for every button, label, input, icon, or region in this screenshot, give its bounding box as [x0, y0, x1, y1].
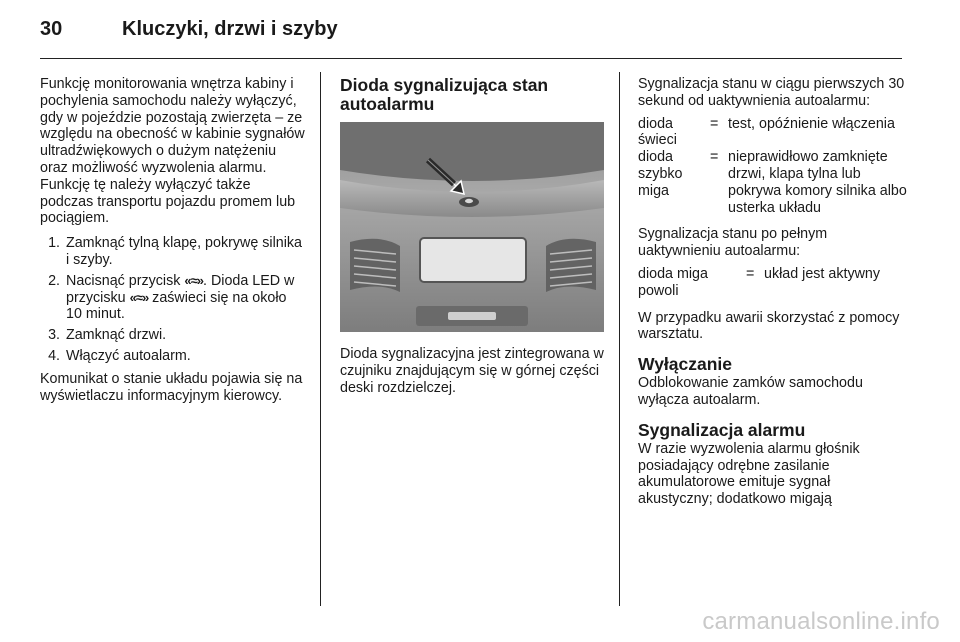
column-divider-2 [619, 72, 620, 606]
intro-paragraph: Funkcję monitorowania wnętrza kabiny i pochylenia samochodu należy wyłączyć, gdy w pojeździe pozostają zwierzęta – ze względu na obecność w kabinie sygnałów ultradźwiękowych o dużym natężeniu oraz możliwość wyzwolenia alarmu. Funkcję tę należy wyłączyć także podczas transportu pojazdu promem lub pociągiem. [40, 76, 305, 227]
column-2 [340, 76, 606, 404]
status-after-paragraph: Sygnalizacja stanu po pełnym uaktywnieniu autoalarmu: [638, 226, 828, 260]
list-item: 4. Włączyć autoalarm. [48, 347, 191, 364]
off-paragraph: Odblokowanie zamków samochodu wyłącza autoalarm. [638, 375, 863, 408]
status-first-30-paragraph: Sygnalizacja stanu w ciągu pierwszych 30 sekund od uaktywnienia autoalarmu: [638, 76, 905, 109]
table-row: dioda miga powoli = układ jest aktywny [638, 265, 881, 299]
list-item: 3. Zamknąć drzwi. [48, 327, 167, 344]
dashboard-led-photo [340, 122, 604, 332]
steps-list [40, 235, 306, 365]
page-number: 30 [40, 18, 63, 40]
section-heading-led: Dioda sygnalizująca stan autoalarmu [340, 75, 549, 114]
outro-paragraph: Komunikat o stanie układu pojawia się na wyświetlaczu informacyjnym kierowcy. [40, 370, 303, 404]
table-row: dioda świeci = test, opóźnienie włączenia [638, 115, 895, 149]
remote-sensor-icon: «≈» [184, 272, 203, 288]
alarm-paragraph: W razie wyzwolenia alarmu głośnik posiadający odrębne zasilanie akumulatorowe emituje sygnał akustyczny; dodatkowo migają [638, 440, 860, 508]
column-3 [638, 76, 908, 516]
remote-sensor-icon: «≈» [129, 289, 149, 305]
table-row: dioda szybko miga = nieprawidłowo zamknięte drzwi, klapa tylna lub pokrywa komory silnika albo usterka układu [638, 149, 907, 216]
column-1 [40, 76, 306, 412]
page-header [40, 18, 338, 48]
header-divider [40, 58, 902, 59]
column-divider-1 [320, 72, 321, 606]
photo-caption: Dioda sygnalizacyjna jest zintegrowana w czujniku znajdującym się w górnej części deski rozdzielczej. [340, 346, 604, 396]
led-status-table-1 [638, 116, 908, 217]
list-item: 1. Zamknąć tylną klapę, pokrywę silnika i szyby. [48, 235, 302, 268]
failure-paragraph: W przypadku awarii skorzystać z pomocy warsztatu. [638, 309, 900, 343]
list-item: 2. Nacisnąć przycisk «≈». Dioda LED w przycisku «≈» zaświeci się na około 10 minut. [48, 272, 295, 323]
led-status-table-2 [638, 266, 908, 300]
page-title: Kluczyki, drzwi i szyby [122, 18, 338, 40]
section-heading-off: Wyłączanie [638, 354, 733, 375]
section-heading-alarm: Sygnalizacja alarmu [638, 419, 806, 440]
watermark: carmanualsonline.info [702, 608, 940, 635]
